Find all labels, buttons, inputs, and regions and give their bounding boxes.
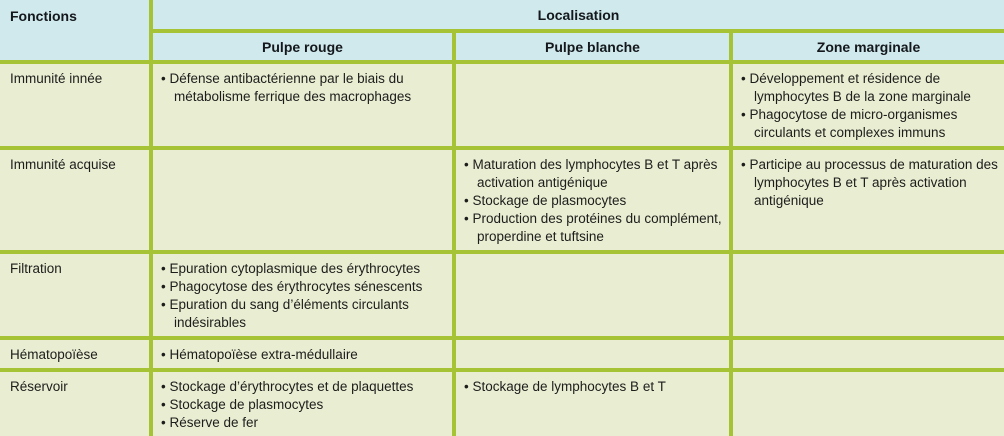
column-header-pulpe-rouge: Pulpe rouge bbox=[151, 31, 454, 62]
table-row bbox=[0, 148, 1004, 252]
localisation-cell bbox=[454, 252, 731, 338]
bullet-list bbox=[741, 70, 998, 142]
function-label: Hématopoïèse bbox=[0, 338, 151, 370]
bullet-item: • Hématopoïèse extra-médullaire bbox=[161, 347, 358, 362]
table-body bbox=[0, 62, 1004, 436]
header-row-top bbox=[0, 0, 1004, 31]
bullet-item: • Epuration cytoplasmique des érythrocytes bbox=[161, 261, 421, 276]
localisation-cell bbox=[454, 338, 731, 370]
bullet-item: • Phagocytose des érythrocytes sénescents bbox=[161, 279, 423, 294]
localisation-cell bbox=[151, 370, 454, 436]
bullet-list bbox=[161, 346, 446, 364]
bullet-item: • Participe au processus de maturation des lymphocytes B et T après activation antigénique bbox=[741, 157, 998, 208]
bullet-list bbox=[161, 378, 446, 432]
bullet-item: • Réserve de fer bbox=[161, 415, 259, 430]
bullet-item: • Maturation des lymphocytes B et T après activation antigénique bbox=[464, 157, 718, 190]
localisation-cell bbox=[731, 62, 1004, 148]
table-row bbox=[0, 252, 1004, 338]
bullet-list bbox=[464, 378, 723, 396]
localisation-cell bbox=[454, 148, 731, 252]
column-header-fonctions: Fonctions bbox=[0, 0, 151, 62]
function-label: Immunité innée bbox=[0, 62, 151, 148]
localisation-cell bbox=[731, 252, 1004, 338]
localisation-cell bbox=[151, 338, 454, 370]
column-header-zone-marginale: Zone marginale bbox=[731, 31, 1004, 62]
function-label: Immunité acquise bbox=[0, 148, 151, 252]
bullet-item: • Défense antibactérienne par le biais du métabolisme ferrique des macrophages bbox=[161, 71, 412, 104]
localisation-cell bbox=[151, 148, 454, 252]
function-label: Filtration bbox=[0, 252, 151, 338]
localisation-cell bbox=[151, 62, 454, 148]
localisation-cell bbox=[454, 370, 731, 436]
bullet-item: • Stockage de plasmocytes bbox=[161, 397, 324, 412]
bullet-item: • Production des protéines du complément, properdine et tuftsine bbox=[464, 211, 722, 244]
bullet-item: • Stockage d’érythrocytes et de plaquettes bbox=[161, 379, 414, 394]
bullet-list bbox=[161, 260, 446, 332]
bullet-list bbox=[161, 70, 446, 106]
localisation-cell bbox=[731, 370, 1004, 436]
column-header-pulpe-blanche: Pulpe blanche bbox=[454, 31, 731, 62]
localisation-cell bbox=[731, 338, 1004, 370]
bullet-item: • Epuration du sang d’éléments circulants indésirables bbox=[161, 297, 409, 330]
table-row bbox=[0, 62, 1004, 148]
localisation-cell bbox=[151, 252, 454, 338]
localisation-cell bbox=[731, 148, 1004, 252]
bullet-list bbox=[464, 156, 723, 246]
bullet-item: • Stockage de plasmocytes bbox=[464, 193, 627, 208]
localisation-cell bbox=[454, 62, 731, 148]
bullet-item: • Stockage de lymphocytes B et T bbox=[464, 379, 666, 394]
table-row bbox=[0, 370, 1004, 436]
table-row bbox=[0, 338, 1004, 370]
bullet-item: • Phagocytose de micro-organismes circulants et complexes immuns bbox=[741, 107, 958, 140]
column-header-localisation: Localisation bbox=[151, 0, 1004, 31]
bullet-item: • Développement et résidence de lymphocytes B de la zone marginale bbox=[741, 71, 971, 104]
function-label: Réservoir bbox=[0, 370, 151, 436]
header-row-sub bbox=[0, 31, 1004, 62]
bullet-list bbox=[741, 156, 998, 210]
